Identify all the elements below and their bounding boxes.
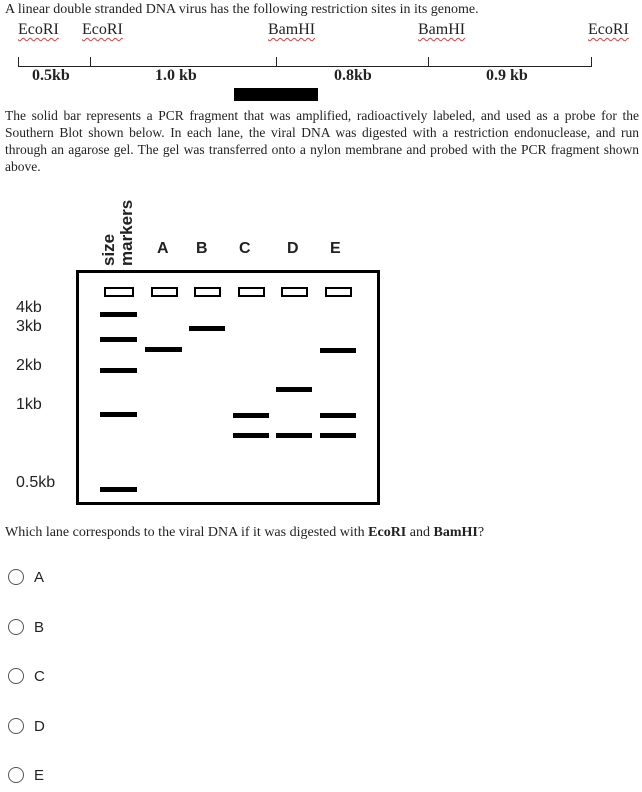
size-label-2kb: 2kb: [16, 357, 42, 374]
map-tick: [90, 57, 91, 67]
question-mid: and: [406, 525, 434, 540]
map-tick: [276, 57, 277, 67]
option-a[interactable]: [8, 566, 44, 588]
size-markers-label: [97, 190, 139, 270]
radio-button[interactable]: [8, 619, 24, 635]
intro-text: A linear double stranded DNA virus has the following restriction sites in its genome.: [5, 2, 479, 17]
option-b[interactable]: [8, 616, 44, 638]
well-b: [194, 287, 221, 297]
well-e: [325, 287, 352, 297]
option-label: E: [34, 766, 45, 784]
question-enzyme-1: EcoRI: [368, 525, 407, 540]
lane-header-e: E: [330, 240, 341, 257]
question-enzyme-2: BamHI: [433, 525, 478, 540]
size-markers-label-line1: size: [99, 233, 118, 266]
lane-e-band: [320, 433, 356, 438]
option-c[interactable]: [8, 665, 45, 687]
segment-label: 0.9 kb: [486, 67, 528, 84]
lane-header-d: D: [287, 240, 299, 257]
pcr-probe-bar: [234, 88, 318, 101]
lane-c-band: [233, 413, 269, 418]
segment-label: 1.0 kb: [155, 67, 197, 84]
lane-header-b: B: [196, 240, 208, 257]
size-markers-label-line2: markers: [117, 199, 136, 266]
segment-label: 0.8kb: [334, 67, 372, 84]
lane-e-band: [320, 413, 356, 418]
lane-b-band: [189, 326, 225, 331]
size-label-1kb: 1kb: [16, 396, 42, 413]
radio-button[interactable]: [8, 718, 24, 734]
option-e[interactable]: [8, 764, 44, 786]
option-label: B: [34, 618, 45, 636]
map-tick: [428, 57, 429, 67]
gel-frame: [76, 270, 380, 505]
option-d[interactable]: [8, 715, 45, 737]
radio-button[interactable]: [8, 569, 24, 585]
site-label-ecori-3: EcoRI: [588, 21, 629, 38]
well-c: [238, 287, 265, 297]
radio-button[interactable]: [8, 767, 24, 783]
marker-band-1kb: [100, 412, 137, 417]
lane-header-c: C: [239, 240, 251, 257]
map-tick: [591, 57, 592, 67]
site-label-ecori-1: EcoRI: [18, 21, 59, 38]
well-a: [151, 287, 178, 297]
map-tick: [18, 57, 19, 67]
marker-band-4kb: [100, 312, 137, 317]
question-prefix: Which lane corresponds to the viral DNA if it was digested with: [5, 525, 369, 540]
option-label: C: [34, 667, 45, 685]
question-text: [5, 525, 484, 541]
site-label-ecori-2: EcoRI: [82, 21, 123, 38]
marker-band-0-5kb: [100, 487, 137, 492]
question-suffix: ?: [477, 525, 485, 540]
option-label: A: [34, 568, 45, 586]
lane-c-band: [233, 433, 269, 438]
well-markers: [104, 287, 134, 297]
segment-label: 0.5kb: [32, 67, 70, 84]
size-label-4kb: 4kb: [16, 299, 42, 316]
description-text: The solid bar represents a PCR fragment that was amplified, radioactively labeled, and used as a probe for the Southern Blot shown below. In each lane, the viral DNA was digested with a restriction endonuclease, and run through an agarose gel. The gel was transferred onto a nylon membrane and probed with the PCR fragment shown above.: [5, 108, 639, 174]
lane-e-band: [320, 348, 356, 353]
site-label-bamhi-1: BamHI: [268, 21, 316, 38]
lane-d-band: [276, 387, 312, 392]
marker-band-3kb: [100, 337, 137, 342]
lane-header-a: A: [157, 240, 169, 257]
radio-button[interactable]: [8, 668, 24, 684]
lane-a-band: [145, 347, 182, 352]
size-label-3kb: 3kb: [16, 318, 42, 335]
marker-band-2kb: [100, 368, 137, 373]
site-label-bamhi-2: BamHI: [418, 21, 466, 38]
well-d: [281, 287, 308, 297]
lane-d-band: [276, 433, 312, 438]
size-label-0-5kb: 0.5kb: [16, 474, 56, 491]
option-label: D: [34, 717, 45, 735]
